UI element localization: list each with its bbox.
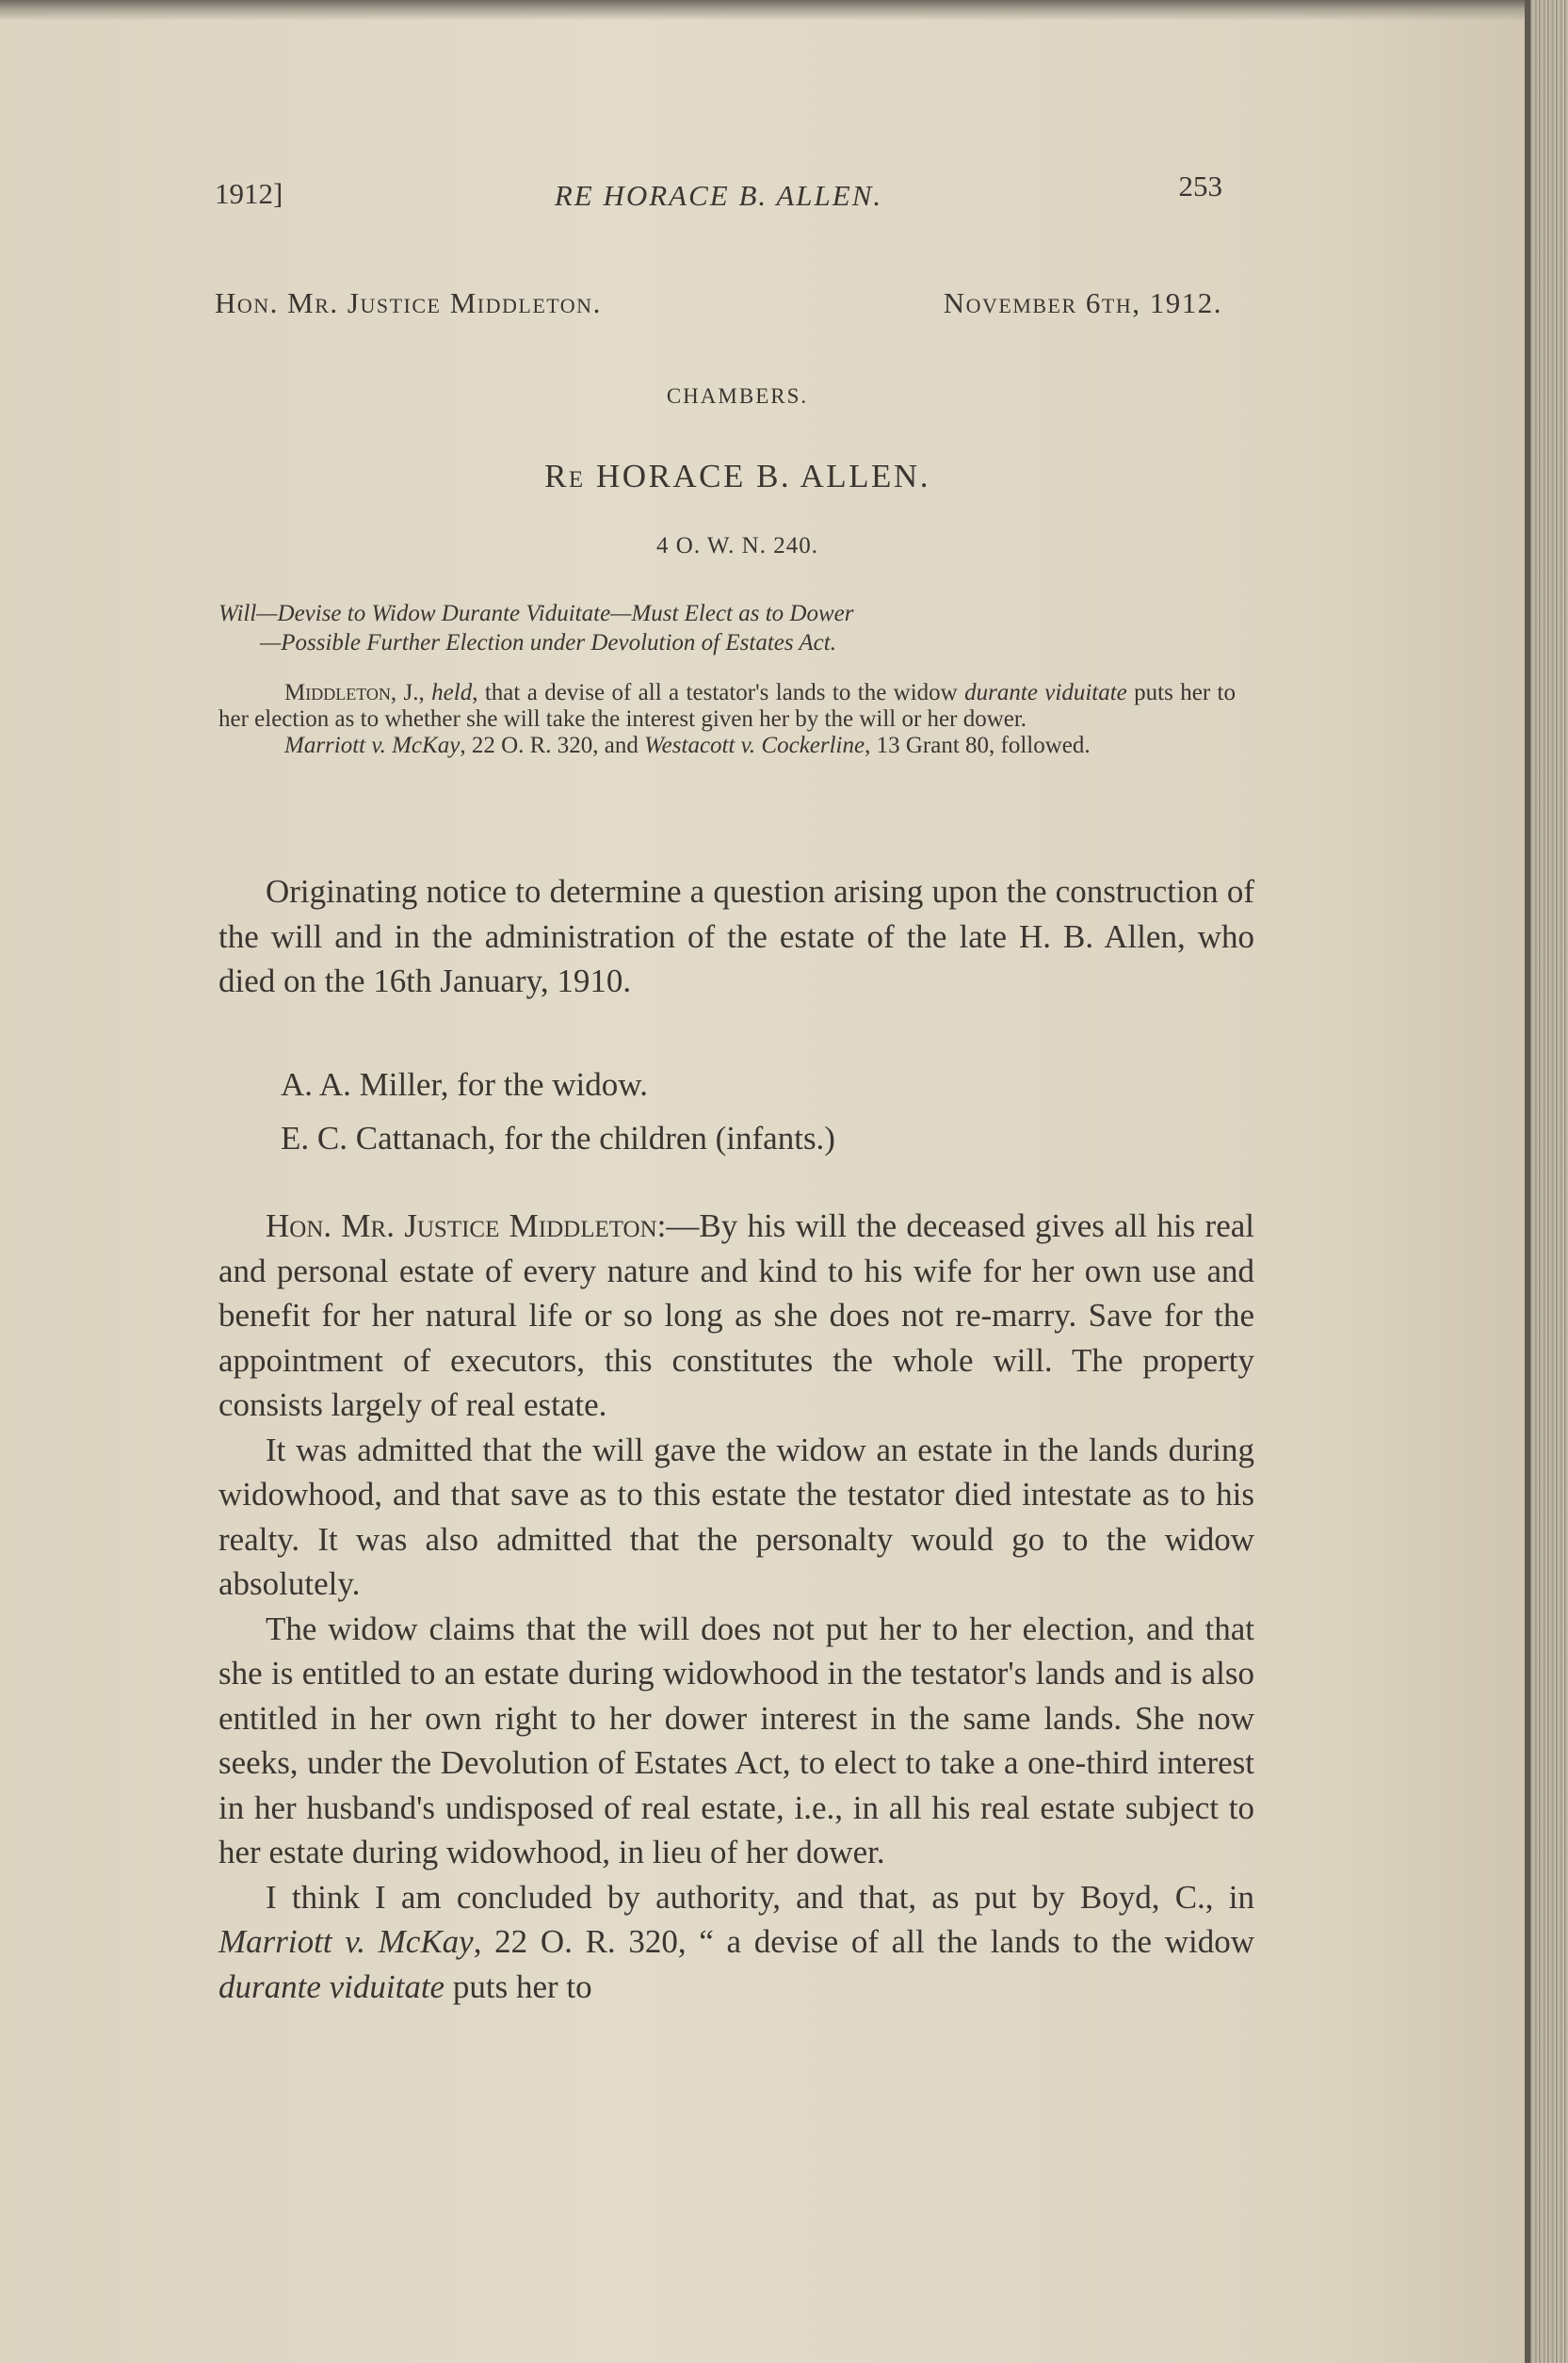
headnote-judge: Middleton (284, 680, 391, 705)
headnote-latin-phrase: durante viduitate (964, 680, 1127, 705)
headnote-text: , 22 O. R. 320, and (460, 733, 645, 758)
running-head-year: 1912] (215, 177, 283, 210)
headnote-case-name: Westacott v. Cockerline (644, 733, 865, 758)
judgment-text-run: puts her to (445, 1967, 592, 2005)
case-title-re: Re (544, 458, 586, 494)
headnote-text: , 13 Grant 80, followed. (865, 733, 1091, 758)
case-title (215, 458, 1260, 495)
counsel-widow: A. A. Miller, for the widow. (281, 1066, 649, 1103)
judge-date-line (215, 286, 1222, 320)
counsel-children: E. C. Cattanach, for the children (infants.) (281, 1119, 835, 1157)
headnote (218, 680, 1236, 759)
originating-notice-block (218, 869, 1254, 1004)
chambers-heading: CHAMBERS. (666, 384, 809, 408)
headnote-text: , that a devise of all a testator's lands to the widow (472, 680, 965, 705)
judgment-paragraph: The widow claims that the will does not put her to her election, and that she is entitled to an estate during widowhood in the testator's lands and is also entitled in her own right to her dower interest in the same lands. She now seeks, under the Devolution of Estates Act, to elect to take a one-third interest in her husband's undisposed of real estate, i.e., in all his real estate subject to her estate during widowhood, in lieu of her dower. (218, 1610, 1254, 1870)
judgment-latin-phrase: durante viduitate (218, 1967, 445, 2005)
page-top-shadow (0, 0, 1530, 21)
originating-notice: Originating notice to determine a question arising upon the construction of the will and in the administration of the estate of the late H. B. Allen, who died on the 16th January, 1910. (218, 873, 1254, 999)
catchwords-line-1: Will—Devise to Widow Durante Viduitate—Must Elect as to Dower (218, 601, 854, 626)
headnote-paragraph (218, 680, 1236, 733)
catchwords (218, 599, 1236, 657)
decision-date: November 6th, 1912. (943, 286, 1222, 319)
running-head-title: RE HORACE B. ALLEN. (554, 179, 883, 212)
judgment-text-run: , 22 O. R. 320, “ a devise of all the lands to the widow (473, 1923, 1255, 1960)
page-number: 253 (1178, 170, 1222, 202)
judgment-paragraph (218, 1875, 1254, 2010)
catchwords-line-2: —Possible Further Election under Devolution of Estates Act. (260, 630, 836, 655)
counsel-list (218, 1062, 1254, 1169)
judgment-speaker: Hon. Mr. Justice Middleton (266, 1207, 657, 1244)
judgment-paragraph (218, 1204, 1254, 1428)
case-title-name: HORACE B. ALLEN. (595, 458, 930, 494)
headnote-authorities (218, 733, 1236, 759)
headnote-text: puts her to her election as to whether she will take the interest given her by the will or her dower. (218, 680, 1236, 732)
running-head (215, 170, 1222, 217)
judgment-text (218, 1204, 1254, 2009)
headnote-case-name: Marriott v. McKay (284, 733, 461, 758)
judgment-case-name: Marriott v. McKay (218, 1923, 474, 1960)
citation: 4 O. W. N. 240. (656, 533, 818, 558)
headnote-held: held (431, 680, 473, 705)
judgment-paragraph: It was admitted that the will gave the widow an estate in the lands during widowhood, and that save as to this estate the testator died intestate as to his realty. It was also admitted that the personalty would go to the widow absolutely. (218, 1431, 1254, 1602)
page-stack-edge (1530, 0, 1568, 2363)
judgment-text-run: I think I am concluded by authority, and that, as put by Boyd, C., in (266, 1878, 1254, 1916)
headnote-text: , J., (390, 680, 432, 705)
judgment-text-run: :—By his will the deceased gives all his real and personal estate of every nature and kind to his wife for her own use and benefit for her natural life or so long as she does not re-marry. Save for the appointment of executors, this constitutes the whole will. The property consists largely of real estate. (218, 1207, 1254, 1423)
judge-name: Hon. Mr. Justice Middleton. (215, 286, 602, 319)
